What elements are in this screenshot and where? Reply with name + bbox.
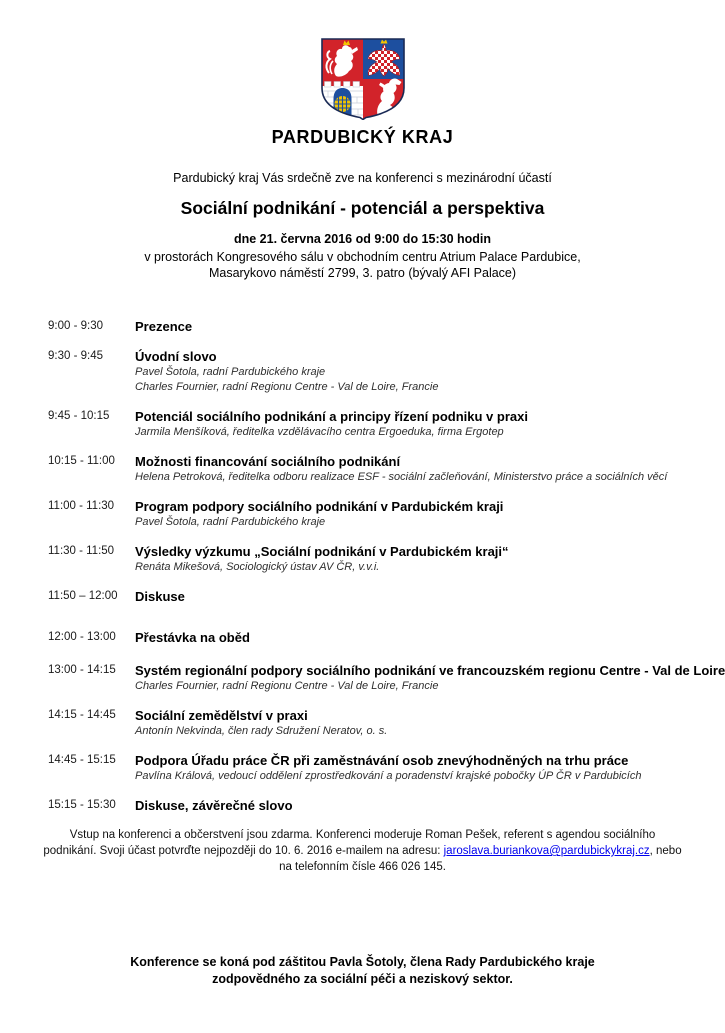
schedule-speaker: Helena Petroková, ředitelka odboru realizace ESF - sociální začleňování, Ministerstvo práce a sociálních věcí [135, 471, 668, 483]
schedule-row [48, 498, 725, 530]
schedule-speaker: Jarmila Menšíková, ředitelka vzdělávacího centra Ergoeduka, firma Ergotep [135, 426, 504, 438]
patronage-line-2: zodpovědného za sociální péči a neziskový sektor. [212, 972, 513, 986]
schedule-item-title: Program podpory sociálního podnikání v Pardubickém kraji [135, 499, 504, 514]
email-link[interactable]: jaroslava.buriankova@pardubickykraj.cz [443, 845, 650, 857]
schedule-item-title: Podpora Úřadu práce ČR při zaměstnávání osob znevýhodněných na trhu práce [135, 753, 629, 768]
schedule [48, 318, 725, 814]
schedule-time: 9:45 - 10:15 [48, 410, 110, 422]
schedule-item-title: Možnosti financování sociálního podnikání [135, 454, 401, 469]
footer-note [0, 827, 725, 875]
schedule-time: 9:30 - 9:45 [48, 350, 103, 362]
schedule-row-content [135, 543, 509, 575]
schedule-time: 15:15 - 15:30 [48, 799, 116, 811]
schedule-item-title: Sociální zemědělství v praxi [135, 708, 308, 723]
schedule-speaker: Pavel Šotola, radní Pardubického kraje [135, 516, 326, 528]
venue-line-2: Masarykovo náměstí 2799, 3. patro (bývalý AFI Palace) [208, 266, 517, 280]
schedule-speaker: Antonín Nekvinda, člen rady Sdružení Neratov, o. s. [135, 725, 388, 737]
venue-line-1: v prostorách Kongresového sálu v obchodním centru Atrium Palace Pardubice, [144, 250, 581, 264]
schedule-time: 14:45 - 15:15 [48, 754, 116, 766]
schedule-row-content [135, 707, 387, 739]
schedule-time: 14:15 - 14:45 [48, 709, 116, 721]
schedule-item-title: Prezence [135, 319, 193, 334]
schedule-row [48, 348, 725, 395]
schedule-row [48, 629, 725, 646]
schedule-row-content [135, 662, 725, 694]
schedule-item-title: Přestávka na oběd [135, 630, 250, 645]
schedule-item-title: Výsledky výzkumu „Sociální podnikání v Pardubickém kraji“ [135, 544, 509, 559]
date-line: dne 21. června 2016 od 9:00 do 15:30 hodin [233, 232, 492, 246]
schedule-row [48, 408, 725, 440]
schedule-time: 13:00 - 14:15 [48, 664, 116, 676]
schedule-time: 11:50 – 12:00 [48, 590, 118, 602]
schedule-row [48, 797, 725, 814]
schedule-row-content [135, 348, 438, 395]
schedule-row [48, 662, 725, 694]
schedule-time: 12:00 - 13:00 [48, 631, 116, 643]
schedule-row [48, 707, 725, 739]
schedule-row-content [135, 408, 528, 440]
schedule-speaker: Pavlína Králová, vedoucí oddělení zprostředkování a poradenství krajské pobočky ÚP ČR v Pardubicích [135, 770, 642, 782]
footer-line-2-before: podnikání. Svoji účast potvrďte nejpozději do 10. 6. 2016 e-mailem na adresu: [43, 845, 444, 857]
schedule-speaker: Charles Fournier, radní Regionu Centre - Val de Loire, Francie [135, 381, 439, 393]
schedule-item-title: Systém regionální podpory sociálního podnikání ve francouzském regionu Centre - Val de Loire [135, 663, 725, 678]
footer-line-2 [0, 843, 725, 859]
schedule-time: 11:30 - 11:50 [48, 545, 115, 557]
schedule-row [48, 318, 725, 335]
org-name: PARDUBICKÝ KRAJ [271, 127, 454, 147]
schedule-speaker: Renáta Mikešová, Sociologický ústav AV ČR, v.v.i. [135, 561, 380, 573]
footer-line-2-after: , nebo [649, 845, 682, 857]
footer-line-3: na telefonním čísle 466 026 145. [279, 861, 446, 873]
schedule-row [48, 588, 725, 605]
footer-line-1: Vstup na konferenci a občerstvení jsou zdarma. Konferenci moderuje Roman Pešek, referent s agendou sociálního [69, 829, 656, 841]
schedule-row-content [135, 453, 667, 485]
schedule-row-content [135, 318, 192, 335]
schedule-row-content [135, 498, 503, 530]
schedule-row [48, 453, 725, 485]
patronage-note [0, 954, 725, 988]
schedule-row-content [135, 752, 641, 784]
schedule-time: 10:15 - 11:00 [48, 455, 115, 467]
schedule-row [48, 543, 725, 575]
schedule-item-title: Potenciál sociálního podnikání a principy řízení podniku v praxi [135, 409, 528, 424]
schedule-time: 11:00 - 11:30 [48, 500, 115, 512]
schedule-row [48, 752, 725, 784]
schedule-item-title: Úvodní slovo [135, 349, 217, 364]
patronage-line-1: Konference se koná pod záštitou Pavla Šotoly, člena Rady Pardubického kraje [130, 955, 595, 969]
schedule-item-title: Diskuse, závěrečné slovo [135, 798, 293, 813]
header [0, 38, 725, 281]
schedule-speaker: Pavel Šotola, radní Pardubického kraje [135, 366, 326, 378]
schedule-speaker: Charles Fournier, radní Regionu Centre - Val de Loire, Francie [135, 680, 439, 692]
schedule-item-title: Diskuse [135, 589, 185, 604]
conference-title: Sociální podnikání - potenciál a perspektiva [180, 198, 545, 218]
schedule-row-content [135, 797, 293, 814]
venue [0, 249, 725, 281]
schedule-row-content [135, 629, 250, 646]
schedule-time: 9:00 - 9:30 [48, 320, 103, 332]
pardubicky-kraj-coat-of-arms-icon [0, 38, 725, 120]
invite-line: Pardubický kraj Vás srdečně zve na konferenci s mezinárodní účastí [173, 171, 552, 185]
schedule-row-content [135, 588, 185, 605]
